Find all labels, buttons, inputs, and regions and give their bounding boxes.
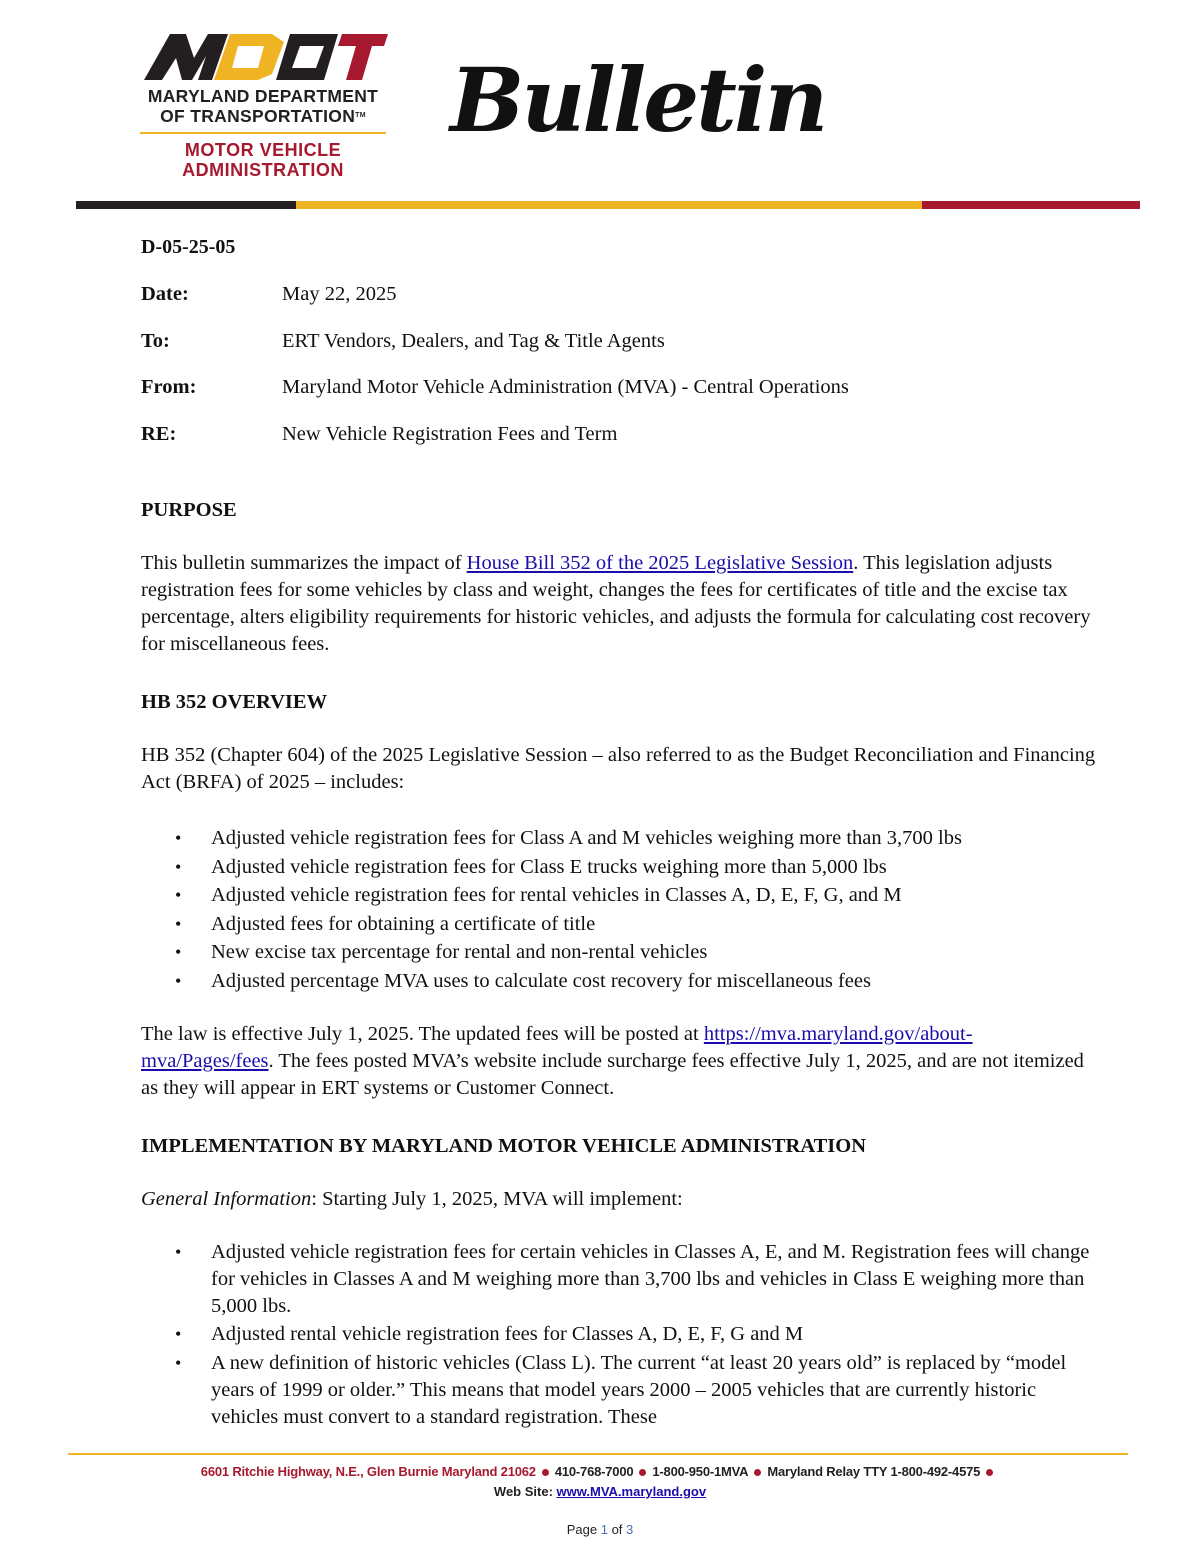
memo-re-row — [141, 423, 1101, 470]
footer-website-line: Web Site: www.MVA.maryland.gov — [493, 1484, 707, 1499]
memo-date-value: May 22, 2025 — [282, 283, 397, 305]
list-item: • New excise tax percentage for rental and non-rental vehicles — [141, 938, 1101, 967]
bullet-dot-icon — [754, 1469, 761, 1476]
footer-relay: Maryland Relay TTY 1-800-492-4575 — [767, 1464, 981, 1479]
mdot-wordmark-graphic — [142, 28, 388, 84]
memo-block — [141, 283, 1101, 469]
list-item: • A new definition of historic vehicles (Class L). The current “at least 20 years old” is replaced by “model years of 1999 or older.” This means that model years 2000 – 2005 vehicles that are currently historic vehicles must convert to a standard registration. These — [141, 1350, 1101, 1431]
mdot-logo — [138, 28, 388, 180]
memo-re-label: RE: — [141, 422, 177, 445]
memo-date-label: Date: — [141, 283, 189, 305]
general-information-label: General Information — [141, 1187, 312, 1210]
memo-re-value: New Vehicle Registration Fees and Term — [282, 422, 618, 445]
list-item: • Adjusted vehicle registration fees for rental vehicles in Classes A, D, E, F, G, and M — [141, 881, 1101, 910]
list-item: • Adjusted fees for obtaining a certificate of title — [141, 910, 1101, 939]
implementation-heading: IMPLEMENTATION BY MARYLAND MOTOR VEHICLE ADMINISTRATION — [141, 1134, 867, 1157]
implementation-list — [141, 1239, 1101, 1431]
footer-toll-free: 1-800-950-1MVA — [652, 1464, 749, 1479]
list-item: • Adjusted vehicle registration fees for Class A and M vehicles weighing more than 3,700 lbs — [141, 824, 1101, 853]
memo-date-row — [141, 283, 1101, 330]
overview-intro: HB 352 (Chapter 604) of the 2025 Legislative Session – also referred to as the Budget Reconciliation and Financing Act (BRFA) of 2025 – includes: — [141, 744, 1096, 793]
purpose-paragraph: This bulletin summarizes the impact of House Bill 352 of the 2025 Legislative Session. This legislation adjusts registration fees for some vehicles by class and weight, changes the fees for certificates of title and the excise tax percentage, alters eligibility requirements for historic vehicles, and adjusts the formula for calculating cost recovery for miscellaneous fees. — [141, 552, 1091, 655]
law-effective-paragraph: The law is effective July 1, 2025. The updated fees will be posted at https://mva.maryland.gov/about-mva/Pages/fees. The fees posted MVA’s website include surcharge fees effective July 1, 2025, and are not itemized as they will appear in ERT systems or Customer Connect. — [141, 1022, 1084, 1099]
footer-divider — [68, 1453, 1128, 1455]
memo-to-row — [141, 330, 1101, 377]
memo-from-label: From: — [141, 376, 197, 398]
header-color-bar — [76, 201, 1140, 209]
memo-from-value: Maryland Motor Vehicle Administration (MVA) - Central Operations — [282, 376, 849, 398]
bullet-dot-icon — [542, 1469, 549, 1476]
overview-list — [141, 824, 1101, 996]
footer-contact-line — [0, 1464, 1200, 1479]
list-item: • Adjusted vehicle registration fees for certain vehicles in Classes A, E, and M. Registration fees will change for vehicles in Classes A and M weighing more than 3,700 lbs and vehicles in Class E weighing more than 5,000 lbs. — [141, 1239, 1101, 1320]
bullet-dot-icon — [986, 1469, 993, 1476]
logo-divider — [140, 132, 386, 134]
logo-department-name: MARYLAND DEPARTMENT OF TRANSPORTATION™ — [147, 86, 379, 126]
website-link[interactable]: www.MVA.maryland.gov — [556, 1484, 707, 1499]
memo-to-label: To: — [141, 329, 170, 352]
page-number: Page 1 of 3 — [566, 1522, 634, 1537]
footer-address: 6601 Ritchie Highway, N.E., Glen Burnie Maryland 21062 — [200, 1464, 536, 1479]
logo-mva-name: MOTOR VEHICLE ADMINISTRATION — [182, 140, 344, 180]
memo-to-value: ERT Vendors, Dealers, and Tag & Title Agents — [282, 329, 665, 352]
footer-phone: 410-768-7000 — [554, 1464, 634, 1479]
general-information-paragraph: General Information: Starting July 1, 2025, MVA will implement: — [141, 1187, 683, 1210]
memo-from-row — [141, 376, 1101, 423]
list-item: • Adjusted vehicle registration fees for Class E trucks weighing more than 5,000 lbs — [141, 853, 1101, 882]
document-number: D-05-25-05 — [141, 236, 236, 258]
bulletin-body — [141, 496, 1101, 1432]
bulletin-title: Bulletin — [450, 48, 826, 152]
list-item: • Adjusted rental vehicle registration fees for Classes A, D, E, F, G and M — [141, 1321, 1101, 1348]
purpose-heading: PURPOSE — [141, 499, 237, 521]
house-bill-352-link[interactable]: House Bill 352 of the 2025 Legislative Session — [466, 552, 854, 574]
overview-heading: HB 352 OVERVIEW — [141, 691, 328, 713]
list-item: • Adjusted percentage MVA uses to calculate cost recovery for miscellaneous fees — [141, 967, 1101, 996]
bullet-dot-icon — [639, 1469, 646, 1476]
mva-fees-link[interactable]: https://mva.maryland.gov/about-mva/Pages/fees — [141, 1022, 973, 1072]
